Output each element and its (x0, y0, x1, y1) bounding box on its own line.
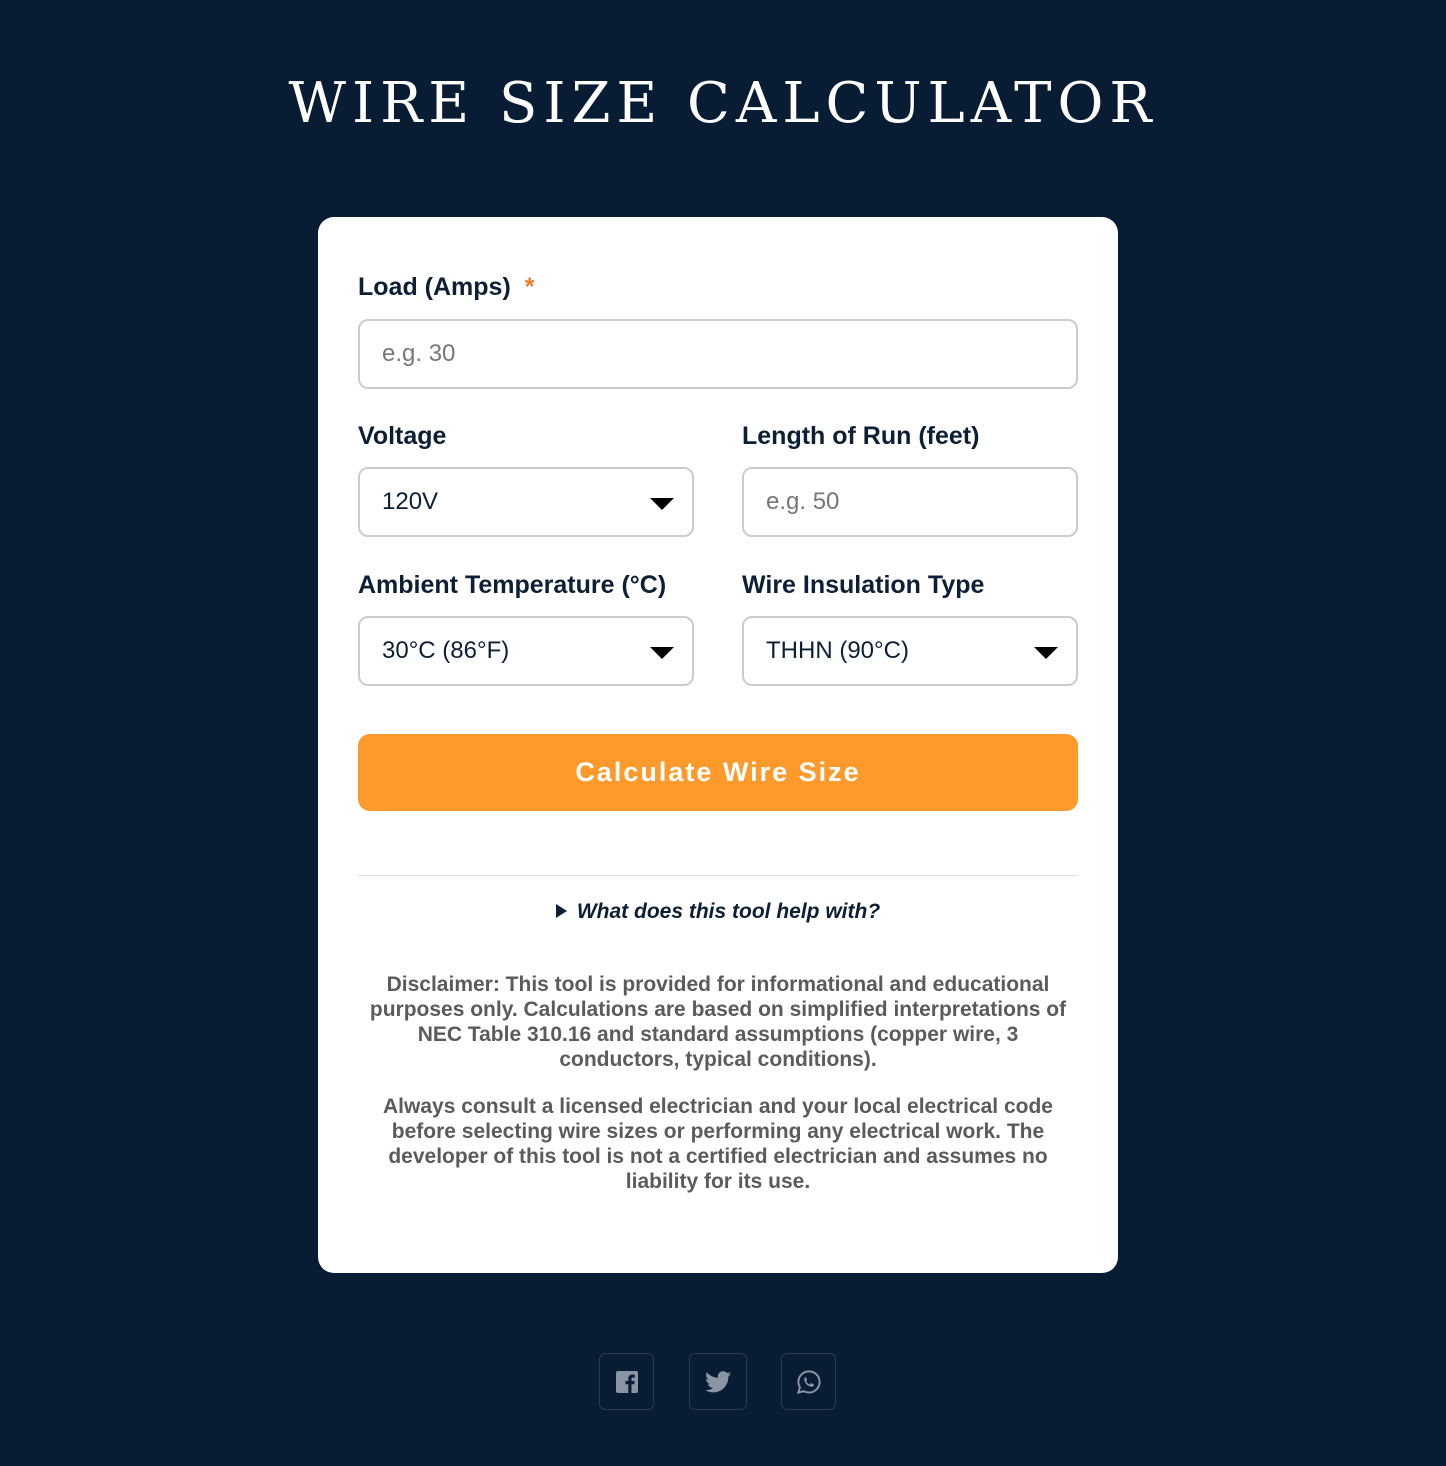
disclosure-triangle-icon (556, 904, 567, 918)
whatsapp-icon (796, 1369, 822, 1395)
disclaimer-paragraph-1: Disclaimer: This tool is provided for informational and educational purposes only. Calculations are based on simplified interpretations of NEC Table 310.16 and standard assumptions (copper wire, 3 conductors, typical conditions). (369, 973, 1067, 1071)
divider (358, 875, 1078, 876)
required-asterisk: * (524, 273, 535, 301)
whatsapp-share-button[interactable] (781, 1353, 836, 1410)
temperature-select[interactable] (358, 616, 694, 686)
insulation-label: Wire Insulation Type (742, 571, 985, 599)
voltage-selected-value: 120V (382, 488, 439, 515)
length-of-run-input[interactable] (742, 467, 1078, 537)
voltage-dropdown-arrow-icon (650, 498, 674, 510)
insulation-selected-value: THHN (90°C) (766, 637, 909, 664)
load-label (358, 272, 535, 302)
details-summary[interactable] (358, 897, 1078, 927)
page-title: WIRE SIZE CALCULATOR (288, 71, 1158, 136)
length-of-run-placeholder: e.g. 50 (766, 488, 840, 515)
twitter-share-button[interactable] (689, 1353, 747, 1410)
facebook-share-button[interactable] (599, 1353, 654, 1410)
facebook-icon (615, 1370, 639, 1394)
length-label: Length of Run (feet) (742, 422, 980, 450)
insulation-select[interactable] (742, 616, 1078, 686)
calculate-button[interactable]: Calculate Wire Size (358, 734, 1078, 811)
load-amps-input[interactable] (358, 319, 1078, 389)
temperature-label: Ambient Temperature (°C) (358, 571, 667, 599)
insulation-dropdown-arrow-icon (1034, 647, 1058, 659)
disclaimer-paragraph-2: Always consult a licensed electrician and your local electrical code before selecting wire sizes or performing any electrical work. The developer of this tool is not a certified electrician and assumes no liability for its use. (383, 1095, 1053, 1193)
temperature-selected-value: 30°C (86°F) (382, 637, 510, 664)
voltage-select[interactable] (358, 467, 694, 537)
voltage-label: Voltage (358, 422, 447, 450)
temperature-dropdown-arrow-icon (650, 647, 674, 659)
details-summary-text: What does this tool help with? (576, 900, 881, 923)
load-label-text: Load (Amps) (358, 273, 511, 301)
twitter-icon (705, 1371, 731, 1393)
load-amps-placeholder: e.g. 30 (382, 340, 456, 367)
calculator-card (318, 217, 1118, 1273)
